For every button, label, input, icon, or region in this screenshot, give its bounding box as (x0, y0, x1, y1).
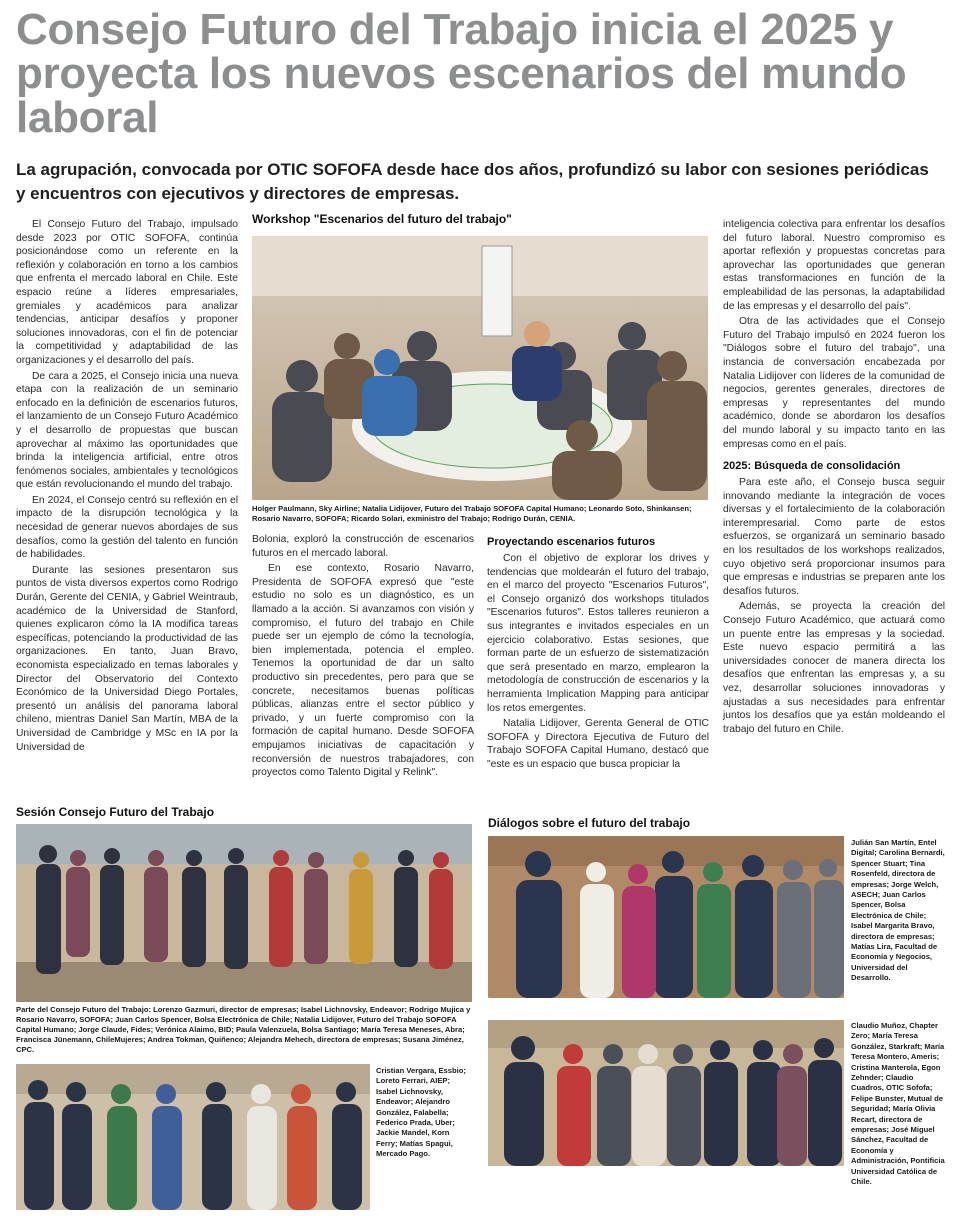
sesion-photo-2 (16, 1064, 370, 1210)
col4-paragraph-4: Además, se proyecta la creación del Consejo Futuro Académico, que actuará como un puente entre las empresas y la sociedad. Este nuevo espacio permitirá a las universidades conocer de manera directa los desafíos que enfrentan las empresas y, a su vez, desarrollar soluciones innovadoras y ajustadas a sus necesidades para enfrentar juntos los desafíos que ya están moldeando el trabajo del futuro en Chile. (723, 601, 945, 735)
col4-paragraph-1: inteligencia colectiva para enfrentar los desafíos del futuro laboral. Nuestro compromiso es aportar reflexión y propuestas concretas para aprovechar las oportunidades que generan estas transformaciones en función de la empleabilidad de las personas, la adaptabilidad de las empresas y el desarrollo del país". (723, 219, 945, 312)
sesion-title: Sesión Consejo Futuro del Trabajo (16, 805, 215, 819)
workshop-photo (252, 236, 708, 500)
sesion-caption: Parte del Consejo Futuro del Trabajo: Lorenzo Gazmuri, director de empresas; Isabel Lichnovsky, Endeavor; Rodrigo Mujica y Rosario Navarro, SOFOFA; Juan Carlos Spencer, Bolsa Electrónica de Chile; Natalia Lidijover, Futuro del Trabajo SOFOFA Capital Humano; Jorge Claude, Fides; Verónica Alaimo, BID; Paula Valenzuela, Bolsa Santiago; María Teresa Meneses, Abra; Francisca Jünemann, ChileMujeres; Andrea Tokman, Quiñenco; Alejandra Mehech, directora de empresas; Susana Jiménez, CPC. (16, 1005, 471, 1054)
col4-paragraph-2: Otra de las actividades que el Consejo Futuro del Trabajo impulsó en 2024 fueron los "Diálogos sobre el futuro del trabajo", una instancia de conversación encabezada por Natalia Lidijover con líderes de la comunidad de negocios, gerentes generales, directores de empresas y representantes del mundo académico, donde se abordaron los desafíos del mundo laboral y su impacto tanto en las empresas como en el país. (723, 316, 945, 450)
sesion-photo-2-caption: Cristian Vergara, Essbio; Loreto Ferrari, AIEP; Isabel Lichnovsky, Endeavor; Alejandro González, Falabella; Federico Prada, Uber; Jackie Mandel, Korn Ferry; Matías Spagui, Mercado Pago. (376, 1066, 466, 1159)
dialogos-caption-2: Claudio Muñoz, Chapter Zero; María Teresa González, Starkraft; María Teresa Montero, Ameris; Cristina Manterola, Egon Zehnder; Claudio Cuadros, OTIC Sofofa; Felipe Bunster, Mutual de Seguridad; María Olivia Recart, directora de empresas; José Miguel Sánchez, Facultad de Economía y Administración, Pontificia Universidad Católica de Chile. (851, 1021, 945, 1187)
col1-paragraph-4: Durante las sesiones presentaron sus puntos de vista diversos expertos como Rodrigo Durán, Gerente del CENIA, y Gabriel Weintraub, académico de la Universidad de Stanford, quienes explicaron cómo la IA modifica tareas específicas, potenciando la productividad de las organizaciones. En tanto, Juan Bravo, economista especializado en temas laborales y Director del Observatorio del Contexto Económico de la Universidad Diego Portales, presentó un análisis del panorama laboral chileno, mientras Daniel San Martín, MBA de la Universidad de Cambridge y MSc en IA por la Universidad de (16, 564, 238, 753)
column-2 (252, 533, 474, 782)
deck: La agrupación, convocada por OTIC SOFOFA desde hace dos años, profundizó su labor con sesiones periódicas y encuentros con ejecutivos y directores de empresas. (16, 160, 929, 203)
workshop-title: Workshop "Escenarios del futuro del trabajo" (252, 212, 512, 226)
col4-heading: 2025: Búsqueda de consolidación (723, 460, 901, 473)
col3-heading: Proyectando escenarios futuros (487, 536, 656, 548)
headline: Consejo Futuro del Trabajo inicia el 2025 y proyecta los nuevos escenarios del mundo laboral (16, 5, 907, 142)
dialogos-photo-1 (488, 836, 844, 998)
column-3 (487, 531, 709, 774)
dialogos-photo-2 (488, 1020, 844, 1166)
column-4 (723, 218, 945, 738)
dialogos-title: Diálogos sobre el futuro del trabajo (488, 816, 691, 830)
sesion-photo (16, 824, 472, 1002)
col3-paragraph-2: Natalia Lidijover, Gerenta General de OTIC SOFOFA y Directora Ejecutiva de Futuro del Trabajo SOFOFA Capital Humano, destacó que "este es un espacio que busca propiciar la (487, 718, 709, 770)
col1-paragraph-1: El Consejo Futuro del Trabajo, impulsado desde 2023 por OTIC SOFOFA, continúa posicionándose como un referente en la reflexión y colaboración en torno a los cambios que enfrenta el mercado laboral en Chile. Este espacio reúne a líderes empresariales, gremiales y académicos para analizar tendencias, anticipar desafíos y proponer soluciones innovadoras, con el fin de potenciar la competitividad y adaptabilidad de las organizaciones y el desarrollo del país. (16, 219, 238, 366)
col1-paragraph-3: En 2024, el Consejo centró su reflexión en el impacto de la disrupción tecnológica y la necesidad de generar nuevos abordajes de sus desafíos, como la gestión del talento en función de habilidades. (16, 494, 238, 561)
workshop-caption: Holger Paulmann, Sky Airline; Natalia Lidijover, Futuro del Trabajo SOFOFA Capital Humano; Leonardo Soto, Shinkansen; Rosario Navarro, SOFOFA; Ricardo Solari, exministro del Trabajo; Rodrigo Durán, CENIA. (252, 504, 692, 523)
col2-paragraph-1: Bolonia, exploró la construcción de escenarios futuros en el mercado laboral. (252, 534, 474, 559)
col1-paragraph-2: De cara a 2025, el Consejo inicia una nueva etapa con la realización de un seminario enfocado en la definición de escenarios futuros, el lanzamiento de un Consejo Futuro Académico y el desarrollo de propuestas que buscan aprovechar al máximo las oportunidades que brinda la inteligencia artificial, entre otros fenómenos sociales, ambientales y tecnológicos que están revolucionando el mundo del trabajo. (16, 370, 238, 491)
col2-paragraph-2: En ese contexto, Rosario Navarro, Presidenta de SOFOFA expresó que "este estudio no solo es un diagnóstico, es un llamado a la acción. Si avanzamos con visión y compromiso, el futuro del trabajo en Chile puede ser un ejemplo de cómo la tecnología, bien implementada, potencia el empleo. Tenemos la oportunidad de dar un salto productivo sin precedentes, pero para que se concrete, necesitamos buenas políticas públicas, alianzas entre el sector público y privado, y un fuerte compromiso con la formación de capital humano. Desde SOFOFA empujamos iniciativas de capacitación y reconversión de nuestros trabajadores, con proyectos como Talento Digital y Relink". (252, 563, 474, 779)
col3-paragraph-1: Con el objetivo de explorar los drives y tendencias que moldearán el futuro del trabajo, en el marco del proyecto "Escenarios Futuros", el Consejo organizó dos workshops titulados "Escenarios futuros". Estos talleres reunieron a sus integrantes e invitados especiales en un ejercicio colaborativo. Estas sesiones, que forman parte de un esfuerzo de sistematización que será presentado en marzo, emplearon la metodología de construcción de escenarios y la herramienta Implication Mapping para anticipar los retos emergentes. (487, 553, 709, 714)
dialogos-caption-1: Julián San Martín, Entel Digital; Carolina Bernardi, Spencer Stuart; Tina Rosenfeld, directora de empresas; Jorge Welch, ASECH; Juan Carlos Spencer, Bolsa Electrónica de Chile; Isabel Margarita Bravo, directora de empresas; Matías Lira, Facultad de Economía y Negocios, Universidad del Desarrollo. (851, 838, 945, 983)
column-1 (16, 218, 238, 756)
col4-paragraph-3: Para este año, el Consejo busca seguir innovando mediante la integración de voces diversas y el fortalecimiento de la colaboración interempresarial. Como parte de estos esfuerzos, se organizará un seminario basado en los resultados de los workshops realizados, cuyo objetivo será proporcionar insumos para que empresas e industrias se preparen ante los desafíos futuros. (723, 477, 945, 597)
